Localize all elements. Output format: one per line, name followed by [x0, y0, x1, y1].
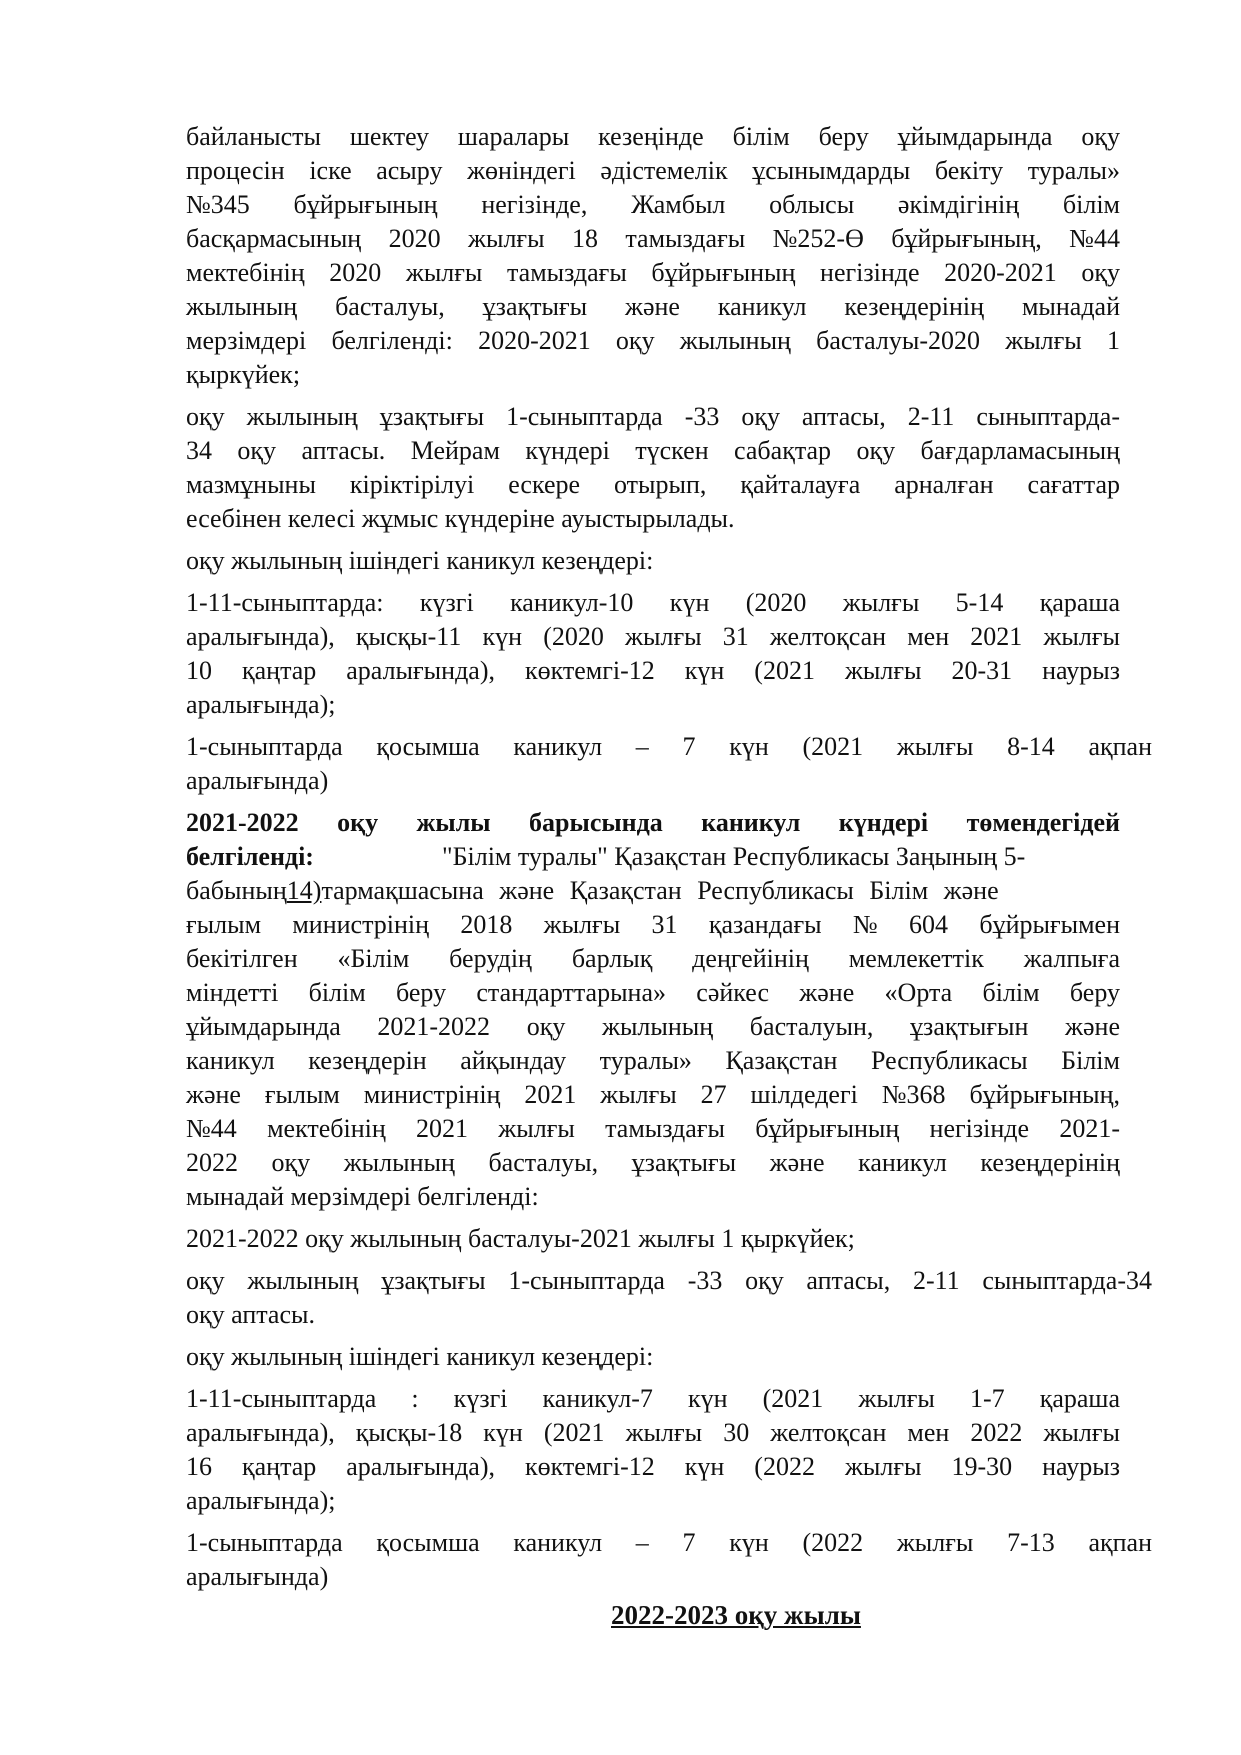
- text-line: мектебінің 2020 жылғы тамыздағы бұйрығының негізінде 2020-2021 оқу: [186, 258, 1120, 287]
- paragraph-start-date-2021: 2021-2022 оқу жылының басталуы-2021 жылғы 1 қыркүйек;: [186, 1224, 855, 1253]
- text-line: каникул кезеңдерін айқындау туралы» Қазақстан Республикасы Білім: [186, 1046, 1120, 1075]
- text-line: мазмұныны кіріктірілуі ескере отырып, қайталауға арналған сағаттар: [186, 470, 1120, 499]
- text-line: байланысты шектеу шаралары кезеңінде білім беру ұйымдарында оқу: [186, 122, 1120, 151]
- text-line: жылының басталуы, ұзақтығы және каникул кезеңдерінің мынадай: [186, 292, 1120, 321]
- text-line: 16 қаңтар аралығында), көктемгі-12 күн (2022 жылғы 19-30 наурыз: [186, 1452, 1120, 1481]
- paragraph-holiday-periods-label: оқу жылының ішіндегі каникул кезеңдері:: [186, 546, 654, 575]
- text-line: аралығында), қысқы-11 күн (2020 жылғы 31 желтоқсан мен 2021 жылғы: [186, 622, 1120, 651]
- text-line: №345 бұйрығының негізінде, Жамбыл облысы әкімдігінің білім: [186, 190, 1120, 219]
- text-line: аралығында);: [186, 690, 336, 719]
- text-line: 1-сыныптарда қосымша каникул – 7 күн (2022 жылғы 7-13 ақпан: [186, 1528, 1152, 1557]
- text-line: процесін іске асыру жөніндегі әдістемелік ұсынымдарды бекіту туралы»: [186, 156, 1120, 185]
- text-line: ұйымдарында 2021-2022 оқу жылының басталуын, ұзақтығын және: [186, 1012, 1120, 1041]
- text-line: аралығында): [186, 766, 329, 795]
- text-line: басқармасының 2020 жылғы 18 тамыздағы №252-Ө бұйрығының, №44: [186, 224, 1120, 253]
- text-line: аралығында), қысқы-18 күн (2021 жылғы 30 желтоқсан мен 2022 жылғы: [186, 1418, 1120, 1447]
- text-line: қыркүйек;: [186, 360, 301, 389]
- text-fragment: бабының: [186, 876, 287, 905]
- text-line: аралығында);: [186, 1486, 336, 1515]
- text-line: есебінен келесі жұмыс күндеріне ауыстырылады.: [186, 504, 735, 533]
- text-line: 1-сыныптарда қосымша каникул – 7 күн (2021 жылғы 8-14 ақпан: [186, 732, 1152, 761]
- text-line: 10 қаңтар аралығында), көктемгі-12 күн (2021 жылғы 20-31 наурыз: [186, 656, 1120, 685]
- section-heading-2022-2023: 2022-2023 оқу жылы: [611, 1600, 861, 1630]
- text-line: №44 мектебінің 2021 жылғы тамыздағы бұйрығының негізінде 2021-: [186, 1114, 1120, 1143]
- text-line: [186, 842, 1120, 872]
- text-line: 2022 оқу жылының басталуы, ұзақтығы және каникул кезеңдерінің: [186, 1148, 1120, 1177]
- text-line: аралығында): [186, 1562, 329, 1591]
- text-line: [186, 876, 1120, 906]
- paragraph-holiday-periods-label-2: оқу жылының ішіндегі каникул кезеңдері:: [186, 1342, 654, 1371]
- text-line: мерзімдері белгіленді: 2020-2021 оқу жылының басталуы-2020 жылғы 1: [186, 326, 1120, 355]
- bold-label: белгіленді:: [186, 842, 314, 871]
- text-line: 1-11-сыныптарда: күзгі каникул-10 күн (2020 жылғы 5-14 қараша: [186, 588, 1120, 617]
- bold-heading-line: 2021-2022 оқу жылы барысында каникул күндері төмендегідей: [186, 808, 1120, 837]
- text-line: және ғылым министрінің 2021 жылғы 27 шілдедегі №368 бұйрығының,: [186, 1080, 1120, 1109]
- text-fragment: тармақшасына және Қазақстан Республикасы Білім және: [321, 876, 999, 905]
- text-line: 34 оқу аптасы. Мейрам күндері түскен сабақтар оқу бағдарламасының: [186, 436, 1120, 465]
- text-line: оқу жылының ұзақтығы 1-сыныптарда -33 оқу аптасы, 2-11 сыныптарда-: [186, 402, 1120, 431]
- text-line: бекітілген «Білім берудің барлық деңгейінің мемлекеттік жалпыға: [186, 944, 1120, 973]
- text-line: 1-11-сыныптарда : күзгі каникул-7 күн (2021 жылғы 1-7 қараша: [186, 1384, 1120, 1413]
- law-reference: "Білім туралы" Қазақстан Республикасы Заңының 5-: [441, 842, 1026, 871]
- text-line: ғылым министрінің 2018 жылғы 31 қазандағы № 604 бұйрығымен: [186, 910, 1120, 939]
- text-line: мынадай мерзімдері белгіленді:: [186, 1182, 539, 1211]
- text-line: оқу аптасы.: [186, 1300, 315, 1329]
- subclause-link[interactable]: 14): [286, 876, 322, 905]
- text-line: міндетті білім беру стандарттарына» сәйкес және «Орта білім беру: [186, 978, 1120, 1007]
- text-line: оқу жылының ұзақтығы 1-сыныптарда -33 оқу аптасы, 2-11 сыныптарда-34: [186, 1266, 1152, 1295]
